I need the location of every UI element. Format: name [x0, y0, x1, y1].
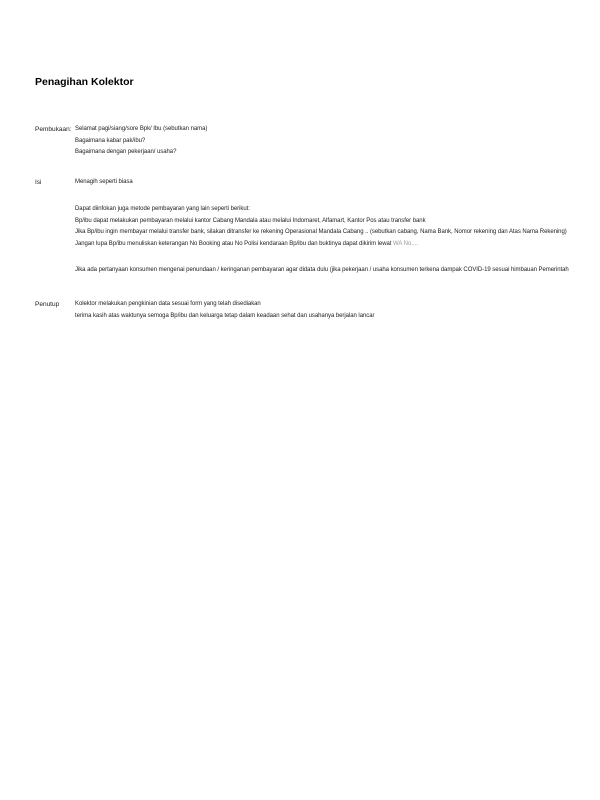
- text-line: Jika Bp/ibu ingin membayar melalui transfer bank, silakan ditransfer ke rekening Operasional Mandala Cabang .. (sebutkan cabang, Nama Bank, Nomor rekening dan Atas Nama Rekening): [75, 229, 567, 236]
- section-label-pembukaan: Pembukaan:: [35, 126, 72, 133]
- section-body-pembukaan: [75, 124, 580, 159]
- text-span: Jangan lupa Bp/ibu menuliskan keterangan No Booking atau No Polisi kendaraan Bp/ibu dan buktinya dapat dikirim lewat: [75, 240, 394, 247]
- text-line: [75, 239, 580, 251]
- paragraph: [75, 124, 580, 159]
- text-line: Bagaimana kabar pak/ibu?: [75, 137, 146, 144]
- text-line: Dapat diinfokan juga metode pembayaran yang lain seperti berikut:: [75, 205, 250, 212]
- text-line: terima kasih atas waktunya semoga Bp/ibu dan keluarga tetap dalam keadaan sehat dan usahanya berjalan lancar: [75, 313, 375, 320]
- paragraph: [75, 299, 580, 322]
- section-body-penutup: [75, 299, 580, 322]
- text-line: Bagaimana dengan pekerjaan/ usaha?: [75, 149, 177, 156]
- text-line: Kolektor melakukan pengkinian data sesuai form yang telah disediakan: [75, 301, 261, 308]
- text-line: Selamat pagi/siang/sore Bpk/ Ibu (sebutkan nama): [75, 126, 208, 132]
- page-title: Penagihan Kolektor: [35, 76, 134, 88]
- paragraph: [75, 177, 580, 189]
- section-label-isi: Isi: [35, 179, 42, 187]
- text-line: Jika ada pertanyaan konsumen mengenai penundaan / keringanan pembayaran agar didata dulu (jika pekerjaan / usaha konsumen terkena dampak COVID-19 sesuai himbauan Pemerintah: [75, 266, 569, 273]
- section-penutup: [35, 299, 580, 322]
- muted-text: WA No....: [393, 240, 418, 247]
- section-isi: [35, 177, 580, 276]
- paragraph: [75, 204, 580, 251]
- section-pembukaan: [35, 124, 580, 159]
- text-line: Bp/ibu dapat melakukan pembayaran melalui kantor Cabang Mandala atau melalui Indomaret, Alfamart, Kantor Pos atau transfer bank: [75, 217, 426, 224]
- section-label-penutup: Penutup: [35, 301, 60, 309]
- text-line: Menagih seperti biasa: [75, 179, 133, 186]
- document-sections: [35, 124, 580, 323]
- paragraph: [75, 265, 580, 277]
- section-body-isi: [75, 177, 580, 276]
